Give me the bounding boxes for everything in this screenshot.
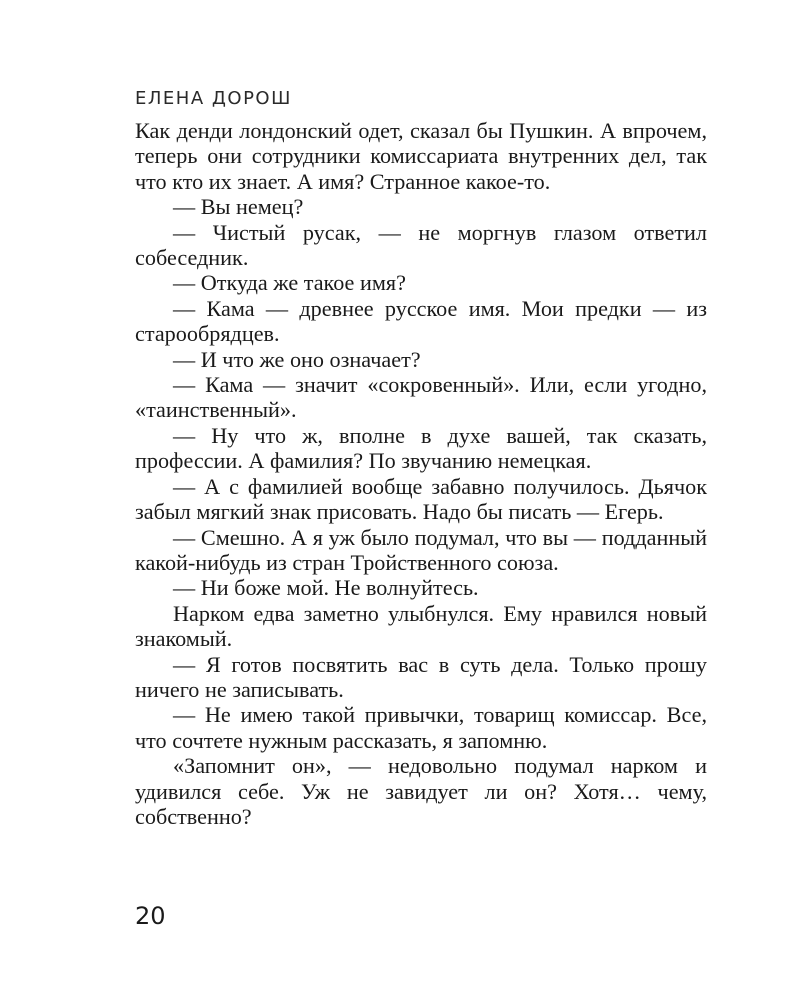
paragraph: — Ни боже мой. Не волнуйтесь. [173, 575, 479, 601]
paragraph: — Кама — значит «сокровенный». Или, если угодно, «таинственный». [135, 372, 707, 423]
paragraph: — Ну что ж, вполне в духе вашей, так сказать, профессии. А фамилия? По звучанию немецкая. [135, 422, 707, 474]
paragraph: — Вы немец? [173, 194, 304, 220]
body-text [135, 118, 707, 829]
paragraph: Как денди лондонский одет, сказал бы Пушкин. А впрочем, теперь они сотрудники комиссариата внутренних дел, так что кто их знает. А имя? Странное какое-то. [135, 118, 707, 194]
paragraph: Нарком едва заметно улыбнулся. Ему нравился новый знакомый. [135, 600, 707, 652]
paragraph: — Чистый русак, — не моргнув глазом ответил собеседник. [135, 219, 707, 271]
paragraph: — Кама — древнее русское имя. Мои предки — из старообрядцев. [135, 295, 707, 347]
paragraph: — Смешно. А я уж было подумал, что вы — подданный какой-нибудь из стран Тройственного союза. [135, 524, 707, 575]
paragraph: — Не имею такой привычки, товарищ комиссар. Все, что сочтете нужным рассказать, я запомню. [135, 702, 707, 753]
paragraph: — Откуда же такое имя? [173, 270, 406, 296]
running-header-author: ЕЛЕНА ДОРОШ [135, 88, 292, 109]
paragraph: — И что же оно означает? [173, 346, 421, 372]
page-number: 20 [135, 902, 166, 930]
paragraph: — Я готов посвятить вас в суть дела. Только прошу ничего не записывать. [135, 651, 707, 702]
paragraph: «Запомнит он», — недовольно подумал нарком и удивился себе. Уж не завидует ли он? Хотя… чему, собственно? [135, 753, 707, 829]
paragraph: — А с фамилией вообще забавно получилось. Дьячок забыл мягкий знак присовать. Надо бы писать — Егерь. [135, 473, 707, 525]
